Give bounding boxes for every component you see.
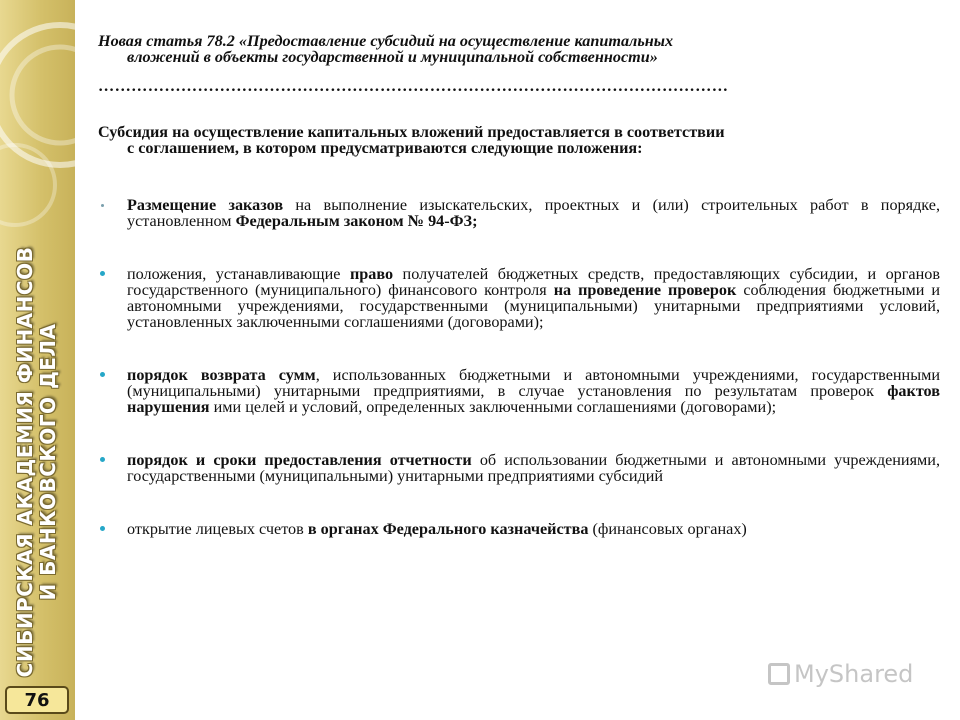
org-name-line1: СИБИРСКАЯ АКАДЕМИЯ ФИНАНСОВ [13,246,37,678]
provisions-list [98,197,940,537]
list-item [98,266,940,330]
item-bold-text: Размещение заказов [127,196,284,214]
watermark [768,660,913,688]
item-text: на выполнение изыскательских, проектных и (или) строительных работ в порядке, установленном [127,196,941,230]
article-title-line2: вложений в объекты государственной и муниципальной собственности» [127,48,658,66]
list-item [98,197,940,229]
decorative-circles [0,0,75,260]
item-text: положения, устанавливающие [127,265,350,283]
intro-line1: Субсидия на осуществление капитальных вложений предоставляется в соответствии [98,123,725,141]
watermark-logo-icon [768,663,790,685]
bullet-dot-icon [100,457,105,462]
item-bold-text: право [349,265,394,283]
intro-line2: с соглашением, в котором предусматриваются следующие положения: [127,139,643,157]
org-name-line2: И БАНКОВСКОГО ДЕЛА [36,323,60,601]
dotted-separator: …………………………………………………………………………………………………… [98,78,729,94]
list-item [98,521,940,537]
item-text: об использовании бюджетными и автономными учреждениями, государственными (муниципальными) унитарными предприятиями субсидий [127,451,940,485]
org-name-vertical [14,247,60,678]
list-item [98,452,940,484]
article-title [98,33,940,65]
bullet-dot-icon [101,204,104,207]
watermark-text: MyShared [794,660,914,688]
item-bold-text: порядок возврата сумм [127,366,316,384]
bullet-dot-icon [100,372,105,377]
intro-paragraph [98,124,940,156]
item-text: открытие лицевых счетов [127,520,308,538]
sidebar [0,0,75,720]
item-bold-text: фактов нарушения [127,382,940,416]
item-text: соблюдения бюджетными и автономными учреждениями, государственными (муниципальными) унитарными предприятиями условий, установленных заключенными соглашениями (договорами); [127,281,940,331]
item-bold-text: порядок и сроки предоставления отчетности [127,451,472,469]
item-text: получателей бюджетных средств, предоставляющих субсидии, и органов государственного (муниципального) финансового контроля [127,265,940,299]
item-bold-text: Федеральным законом № 94-ФЗ; [235,212,478,230]
bullet-dot-icon [100,526,105,531]
item-text: (финансовых органах) [588,520,747,538]
item-bold-text: на проведение проверок [553,281,737,299]
page-number-badge: 76 [5,686,69,714]
article-title-line1: Новая статья 78.2 «Предоставление субсидий на осуществление капитальных [98,32,674,50]
list-item [98,367,940,415]
item-bold-text: в органах Федерального казначейства [307,520,589,538]
slide-content [98,33,940,537]
bullet-dot-icon [100,271,105,276]
item-text: , использованных бюджетными и автономными учреждениями, государственными (муниципальными) унитарными предприятиями, в случае установления по результатам проверок [127,366,940,400]
item-text: ими целей и условий, определенных заключенными соглашениями (договорами); [209,398,777,416]
deco-circle-inner [12,47,75,143]
